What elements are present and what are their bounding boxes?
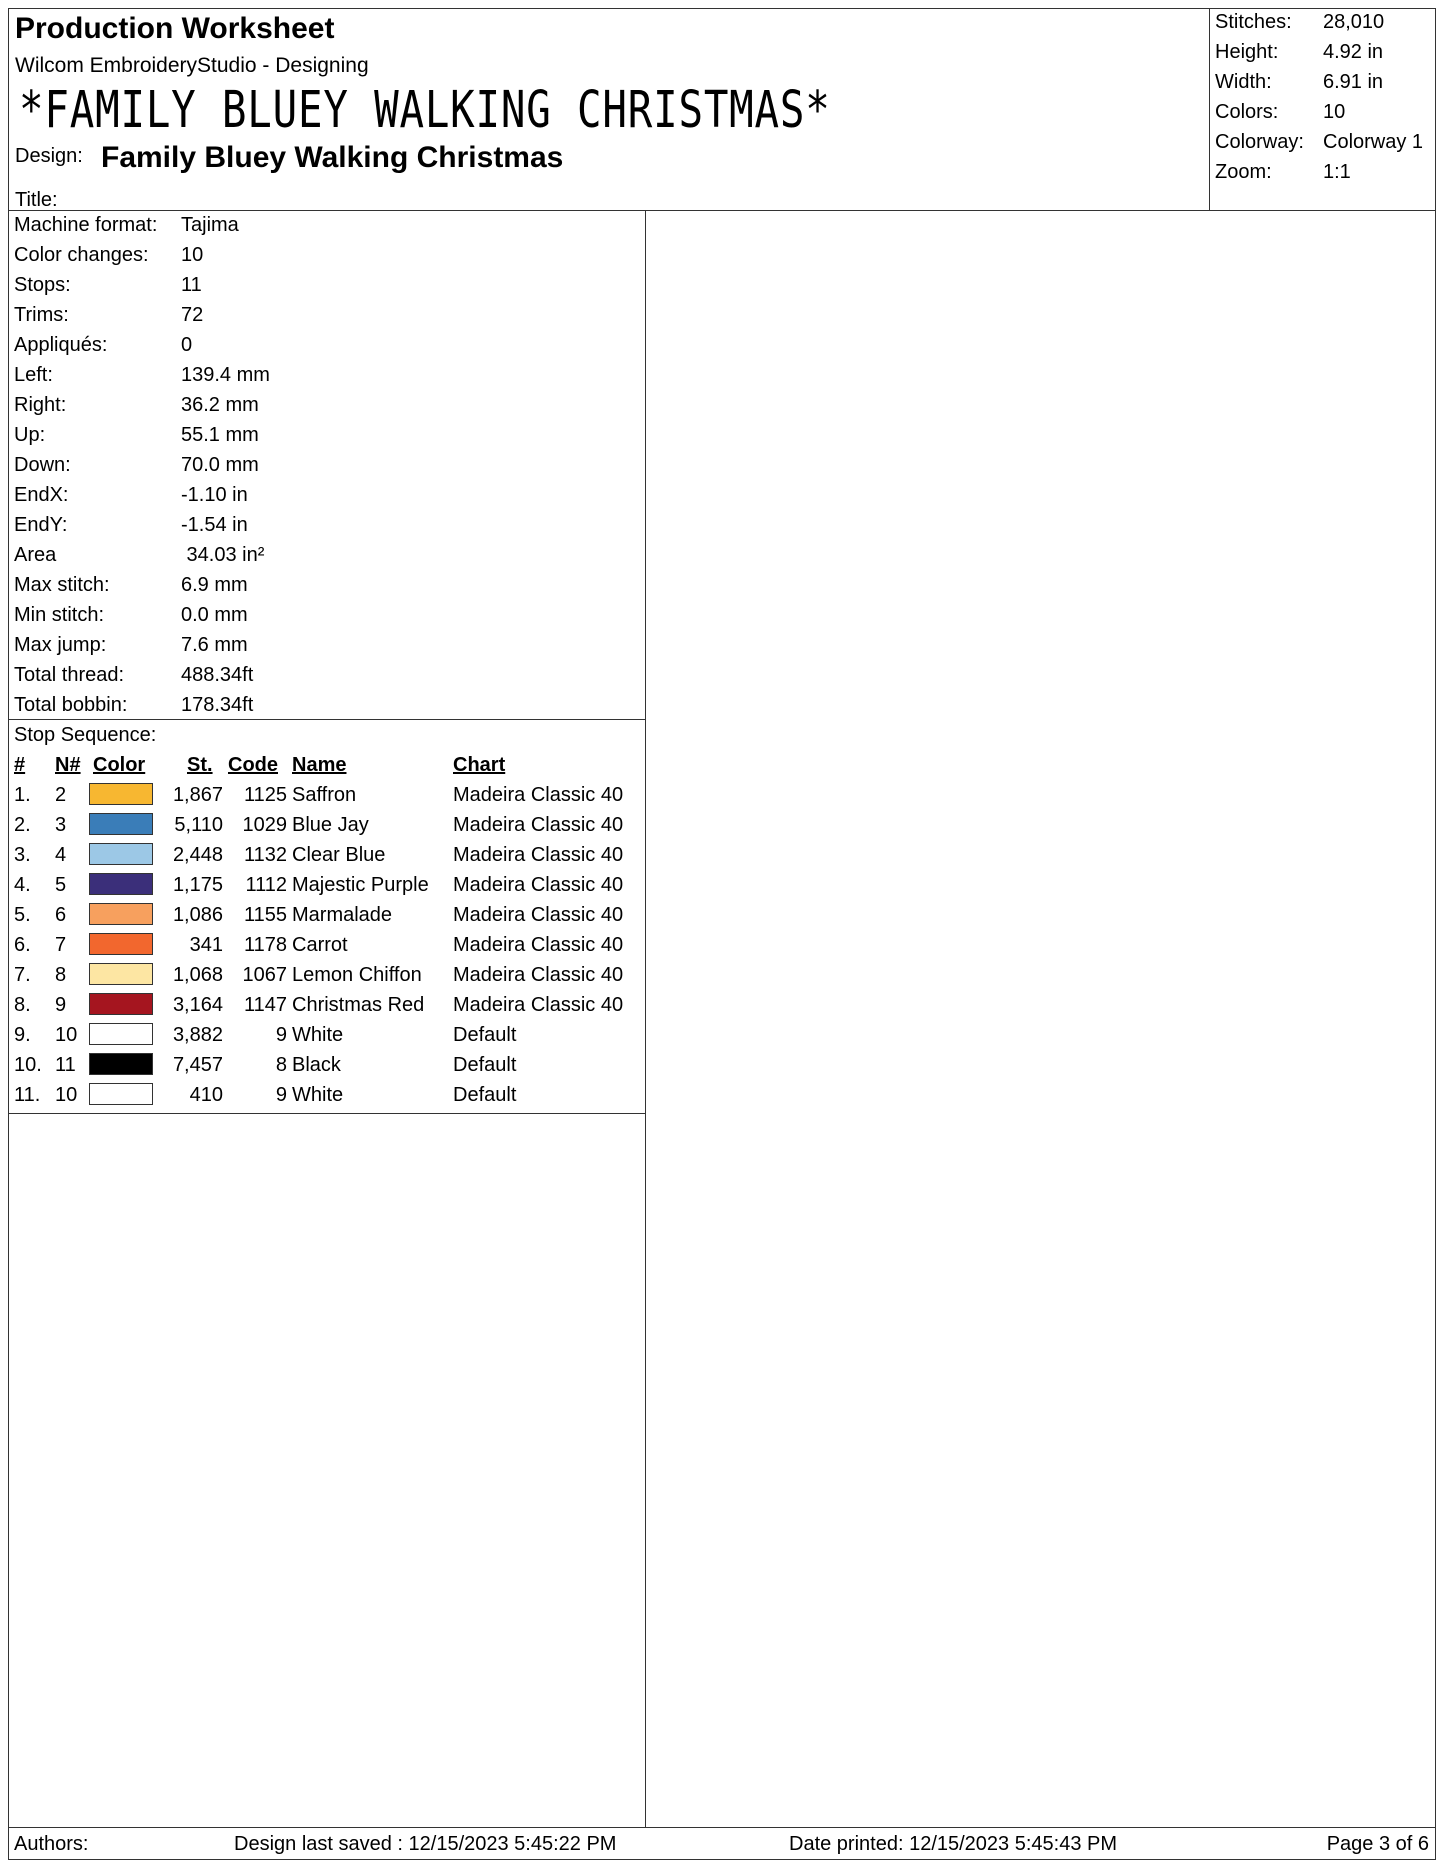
color-swatch	[89, 1083, 153, 1105]
header-left	[9, 9, 1209, 210]
table-row: 1. 2 1,867 1125 Saffron Madeira Classic 40	[14, 784, 624, 806]
design-stats-panel: Stitches: 28,010 Height: 4.92 in Width: 6.91 in Colors: 10 Colorway: Colorway 1 Zoom: 1:1	[1209, 9, 1436, 210]
page-title: Production Worksheet	[15, 12, 335, 45]
color-swatch	[89, 1023, 153, 1045]
table-row: 6. 7 341 1178 Carrot Madeira Classic 40	[14, 934, 624, 956]
footer-last-saved: Design last saved : 12/15/2023 5:45:22 PM	[234, 1833, 617, 1855]
color-swatch	[89, 873, 153, 895]
color-swatch	[89, 903, 153, 925]
divider	[9, 1113, 645, 1114]
color-swatch	[89, 933, 153, 955]
stop-sequence-label: Stop Sequence:	[14, 724, 157, 746]
title-label: Title:	[15, 189, 58, 211]
column-header-needle: N#	[55, 754, 81, 776]
table-row: 10. 11 7,457 8 Black Default	[14, 1054, 517, 1076]
design-name: Family Bluey Walking Christmas	[101, 141, 564, 174]
table-row: 8. 9 3,164 1147 Christmas Red Madeira Classic 40	[14, 994, 624, 1016]
table-row: 4. 5 1,175 1112 Majestic Purple Madeira Classic 40	[14, 874, 624, 896]
table-row: 9. 10 3,882 9 White Default	[14, 1024, 517, 1046]
footer-date-printed: Date printed: 12/15/2023 5:45:43 PM	[789, 1833, 1118, 1855]
column-header-code: Code	[228, 754, 278, 776]
color-swatch	[89, 963, 153, 985]
worksheet-page	[8, 8, 1436, 1860]
footer-authors: Authors:	[14, 1833, 89, 1855]
worksheet-footer	[9, 1827, 1435, 1860]
color-swatch	[89, 843, 153, 865]
color-swatch	[89, 993, 153, 1015]
worksheet-header	[9, 9, 1435, 211]
column-header-name: Name	[292, 754, 347, 776]
footer-page-number: Page 3 of 6	[1326, 1833, 1429, 1855]
design-file-name: *FAMILY BLUEY WALKING CHRISTMAS*	[19, 81, 831, 140]
software-subtitle: Wilcom EmbroideryStudio - Designing	[15, 54, 369, 77]
column-header-stitches: St.	[187, 754, 213, 776]
details-column: Machine format: Tajima Color changes: 10 Stops: 11 Trims: 72 Appliqués: 0 Left: 139.4 mm Right: 36.2 mm Up: 55.1 mm Down: 70.0 mm EndX: -1.10 in EndY: -1.54 in Area 34.03 in² Max stitch: 6.9 mm Min stitch: 0.0 mm Max jump: 7.6 mm Total thread: 488.34ft Total bobbin: 178.34ft Stop Sequence: # N# Color St. Code Name Chart 1. 2 1,867 1125 Saffron Madeira Classic 40 2. 3 5,110 1029 Blue Jay Madeira Classic 40 3. 4 2,448 1132 Clear Blue Madeira Classic 40 4. 5 1,175 1112 Majestic Purple Madeira Classic 40 5. 6 1,086 1155 Marmalade Madeira Classic 40 6. 7 341 1178 Carrot Madeira Classic 40 7. 8 1,068 1067 Lemon Chiffon Madeira Classic 40 8. 9 3,164 1147 Christmas Red Madeira Classic 40 9. 10 3,882 9 White Default 10. 11 7,457 8 Black Default 11. 10 410 9 White Default	[9, 210, 646, 1827]
table-row: 7. 8 1,068 1067 Lemon Chiffon Madeira Classic 40	[14, 964, 624, 986]
color-swatch	[89, 813, 153, 835]
column-header-index: #	[14, 754, 26, 776]
table-row: 3. 4 2,448 1132 Clear Blue Madeira Classic 40	[14, 844, 624, 866]
column-header-chart: Chart	[453, 754, 506, 776]
table-row: 5. 6 1,086 1155 Marmalade Madeira Classic 40	[14, 904, 624, 926]
color-swatch	[89, 1053, 153, 1075]
column-header-color: Color	[93, 754, 146, 776]
table-row: 11. 10 410 9 White Default	[14, 1084, 517, 1106]
color-swatch	[89, 783, 153, 805]
table-row: 2. 3 5,110 1029 Blue Jay Madeira Classic 40	[14, 814, 624, 836]
design-label: Design:	[15, 145, 83, 167]
